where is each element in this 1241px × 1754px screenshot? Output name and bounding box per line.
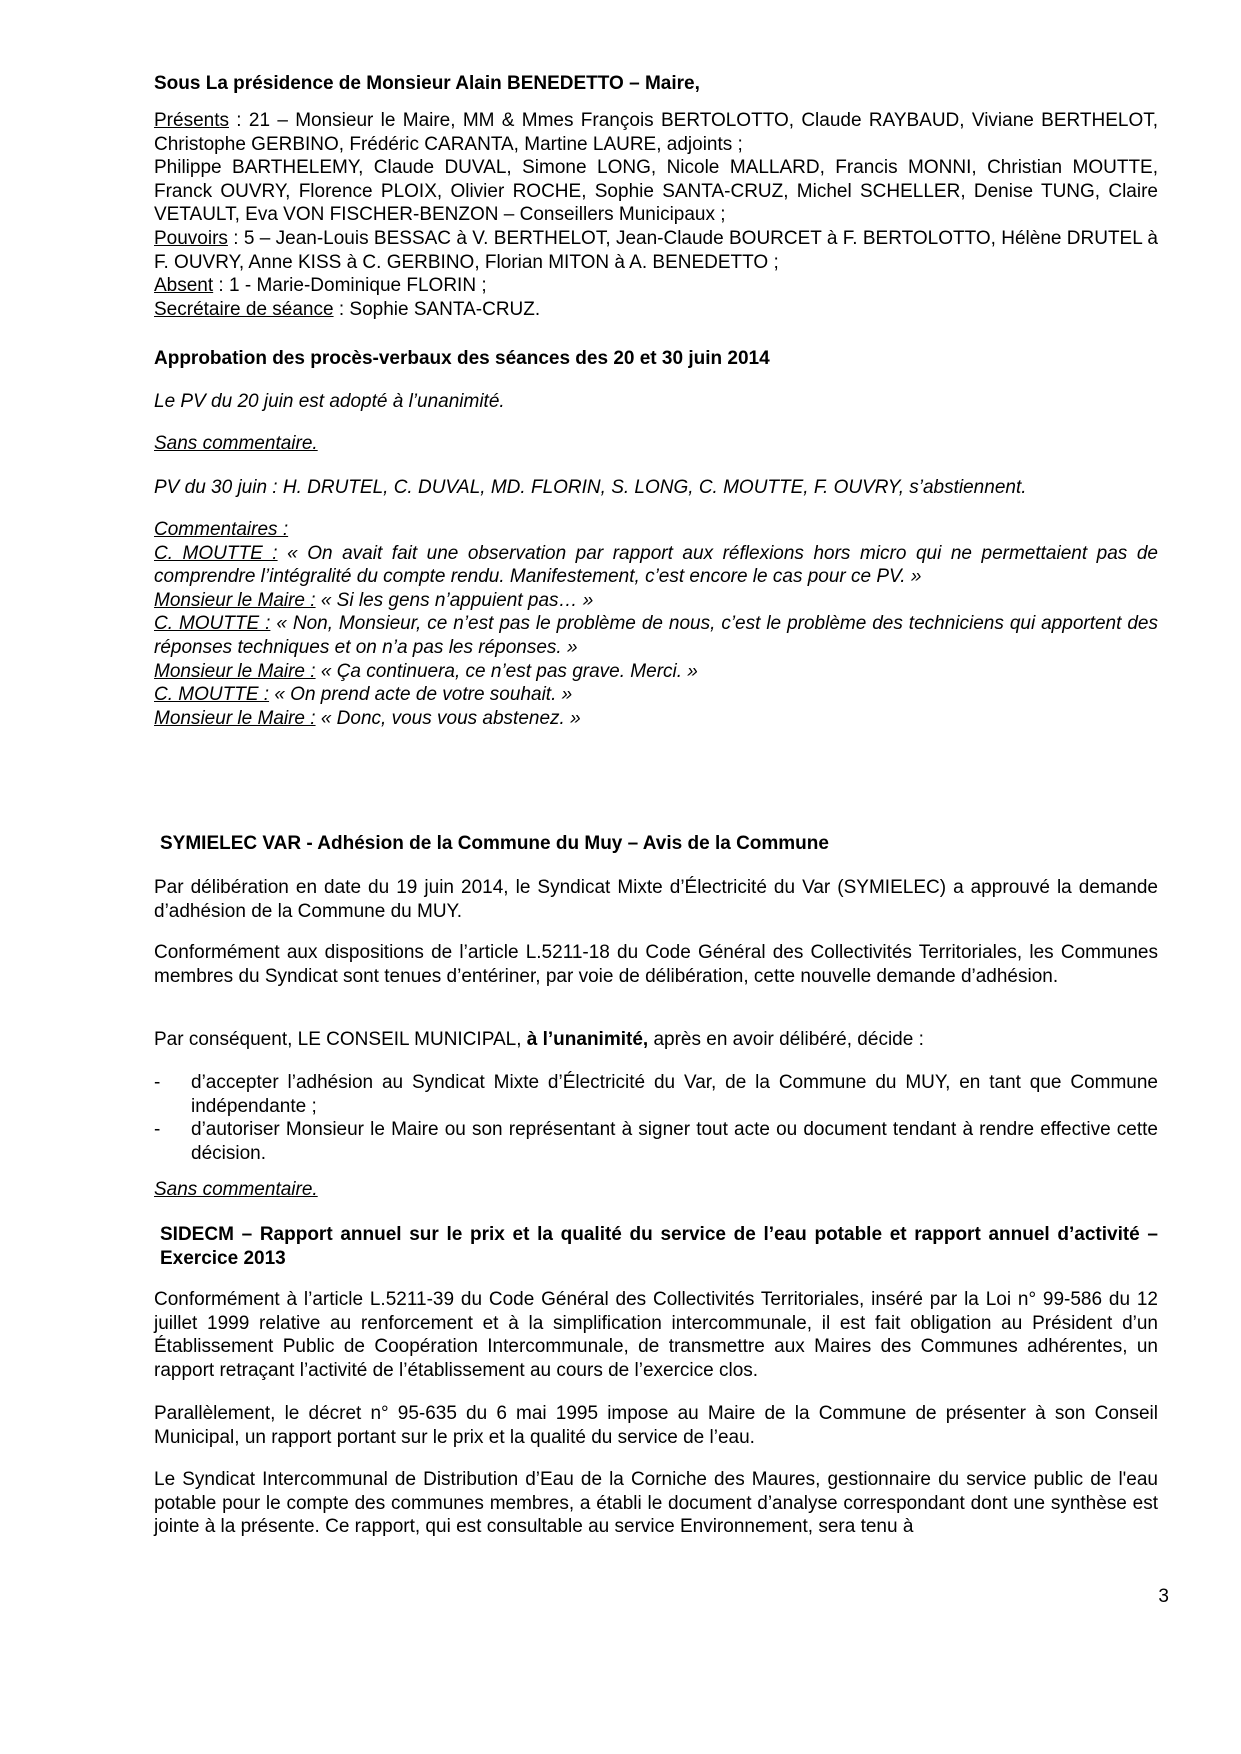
list-item-text: d’autoriser Monsieur le Maire ou son représentant à signer tout acte ou document tendant à rendre effective cette décision. (191, 1119, 1158, 1164)
speech: « Donc, vous vous abstenez. » (315, 707, 581, 729)
pouvoirs-text: : 5 – Jean-Louis BESSAC à V. BERTHELOT, Jean-Claude BOURCET à F. BERTOLOTTO, Hélène DRUTEL à F. OUVRY, Anne KISS à C. GERBINO, Florian MITON à A. BENEDETTO ; (154, 227, 1158, 273)
sidecm-paragraph-2: Parallèlement, le décret n° 95-635 du 6 mai 1995 impose au Maire de la Commune de présenter à son Conseil Municipal, un rapport portant sur le prix et la qualité du service de l’eau. (154, 1403, 1158, 1448)
symielec-decision (154, 1028, 1158, 1052)
decision-intro: Par conséquent, LE CONSEIL MUNICIPAL, (154, 1029, 527, 1050)
list-dash: - (154, 1119, 161, 1141)
commentaires-label: Commentaires : (154, 519, 289, 540)
speech: « Si les gens n’appuient pas… » (315, 589, 594, 611)
sidecm-paragraph-3: Le Syndicat Intercommunal de Distribution d’Eau de la Corniche des Maures, gestionnaire du service public de l'eau potable pour le compte des communes membres, a établi le document d’analyse correspondant dont une synthèse est jointe à la présente. Ce rapport, qui est consultable au service Environnement, sera tenu à (154, 1469, 1158, 1538)
decision-outro: après en avoir délibéré, décide : (648, 1029, 924, 1050)
speech: « On avait fait une observation par rapport aux réflexions hors micro qui ne permettaient pas de comprendre l’intégralité du compte rendu. Manifestement, c’est encore le cas pour ce PV. » (154, 542, 1158, 588)
list-item (154, 1118, 1158, 1165)
absent-text: : 1 - Marie-Dominique FLORIN ; (213, 275, 487, 297)
symielec-section-title: SYMIELEC VAR - Adhésion de la Commune du Muy – Avis de la Commune (160, 833, 829, 854)
attendance-block (154, 109, 1158, 321)
symielec-sans-commentaire: Sans commentaire. (154, 1179, 318, 1200)
speaker: C. MOUTTE : (154, 613, 271, 635)
absent-line (154, 274, 1158, 298)
speaker: C. MOUTTE : (154, 684, 270, 706)
dialogue-line (154, 660, 1158, 684)
speaker: Monsieur le Maire : (154, 707, 316, 729)
list-item-text: d’accepter l’adhésion au Syndicat Mixte d’Électricité du Var, de la Commune du MUY, en tant que Commune indépendante ; (191, 1072, 1158, 1117)
pouvoirs-label: Pouvoirs (154, 227, 228, 249)
dialogue-line (154, 589, 1158, 613)
presents-label: Présents (154, 110, 229, 131)
secretaire-line (154, 298, 1158, 322)
dialogue-line (154, 707, 1158, 731)
pv30-result: PV du 30 juin : H. DRUTEL, C. DUVAL, MD. FLORIN, S. LONG, C. MOUTTE, F. OUVRY, s’abstiennent. (154, 477, 1027, 498)
sidecm-paragraph-1: Conformément à l’article L.5211-39 du Code Général des Collectivités Territoriales, inséré par la Loi n° 99-586 du 12 juillet 1999 relative au renforcement et à la simplification intercommunale, il est fait obligation au Président d’un Établissement Public de Coopération Intercommunale, de transmettre aux Maires des Communes adhérentes, un rapport retraçant l’activité de l’établissement au cours de l’exercice clos. (154, 1289, 1158, 1381)
list-item (154, 1071, 1158, 1118)
symielec-paragraph-1: Par délibération en date du 19 juin 2014, le Syndicat Mixte d’Électricité du Var (SYMIELEC) a approuvé la demande d’adhésion de la Commune du MUY. (154, 877, 1158, 922)
pouvoirs-line (154, 227, 1158, 274)
conseillers-line: Philippe BARTHELEMY, Claude DUVAL, Simone LONG, Nicole MALLARD, Francis MONNI, Christian MOUTTE, Franck OUVRY, Florence PLOIX, Olivier ROCHE, Sophie SANTA-CRUZ, Michel SCHELLER, Denise TUNG, Claire VETAULT, Eva VON FISCHER-BENZON – Conseillers Municipaux ; (154, 157, 1158, 226)
dialogue-line (154, 542, 1158, 589)
presidence-heading: Sous La présidence de Monsieur Alain BENEDETTO – Maire, (154, 73, 700, 94)
symielec-paragraph-2: Conformément aux dispositions de l’article L.5211-18 du Code Général des Collectivités Territoriales, les Communes membres du Syndicat sont tenues d’entériner, par voie de délibération, cette nouvelle demande d’adhésion. (154, 942, 1158, 987)
page-number: 3 (1158, 1586, 1169, 1607)
presents-line (154, 109, 1158, 156)
dialogue-line (154, 612, 1158, 659)
list-dash: - (154, 1072, 161, 1093)
pv20-sans-commentaire: Sans commentaire. (154, 433, 318, 454)
speech: « Non, Monsieur, ce n’est pas le problème de nous, c’est le problème des techniciens qui apportent des réponses techniques et on n’a pas les réponses. » (154, 613, 1158, 658)
pv-section-title: Approbation des procès-verbaux des séances des 20 et 30 juin 2014 (154, 348, 770, 369)
speaker: Monsieur le Maire : (154, 660, 316, 682)
absent-label: Absent (154, 275, 214, 297)
sidecm-section-title: SIDECM – Rapport annuel sur le prix et la qualité du service de l’eau potable et rapport annuel d’activité – Exercice 2013 (160, 1224, 1158, 1269)
pv-comments (154, 518, 1158, 730)
speaker: Monsieur le Maire : (154, 589, 316, 611)
presents-text: : 21 – Monsieur le Maire, MM & Mmes François BERTOLOTTO, Claude RAYBAUD, Viviane BERTHELOT, Christophe GERBINO, Frédéric CARANTA, Martine LAURE, adjoints ; (154, 110, 1158, 155)
dialogue-line (154, 683, 1158, 707)
secretaire-text: : Sophie SANTA-CRUZ. (333, 298, 541, 320)
speech: « Ça continuera, ce n’est pas grave. Merci. » (315, 660, 698, 682)
speaker: C. MOUTTE : (154, 542, 278, 564)
pv20-result: Le PV du 20 juin est adopté à l’unanimité. (154, 391, 505, 412)
speech: « On prend acte de votre souhait. » (269, 684, 573, 706)
decision-list (154, 1071, 1158, 1165)
decision-vote: à l’unanimité, (526, 1029, 649, 1050)
secretaire-label: Secrétaire de séance (154, 298, 334, 320)
